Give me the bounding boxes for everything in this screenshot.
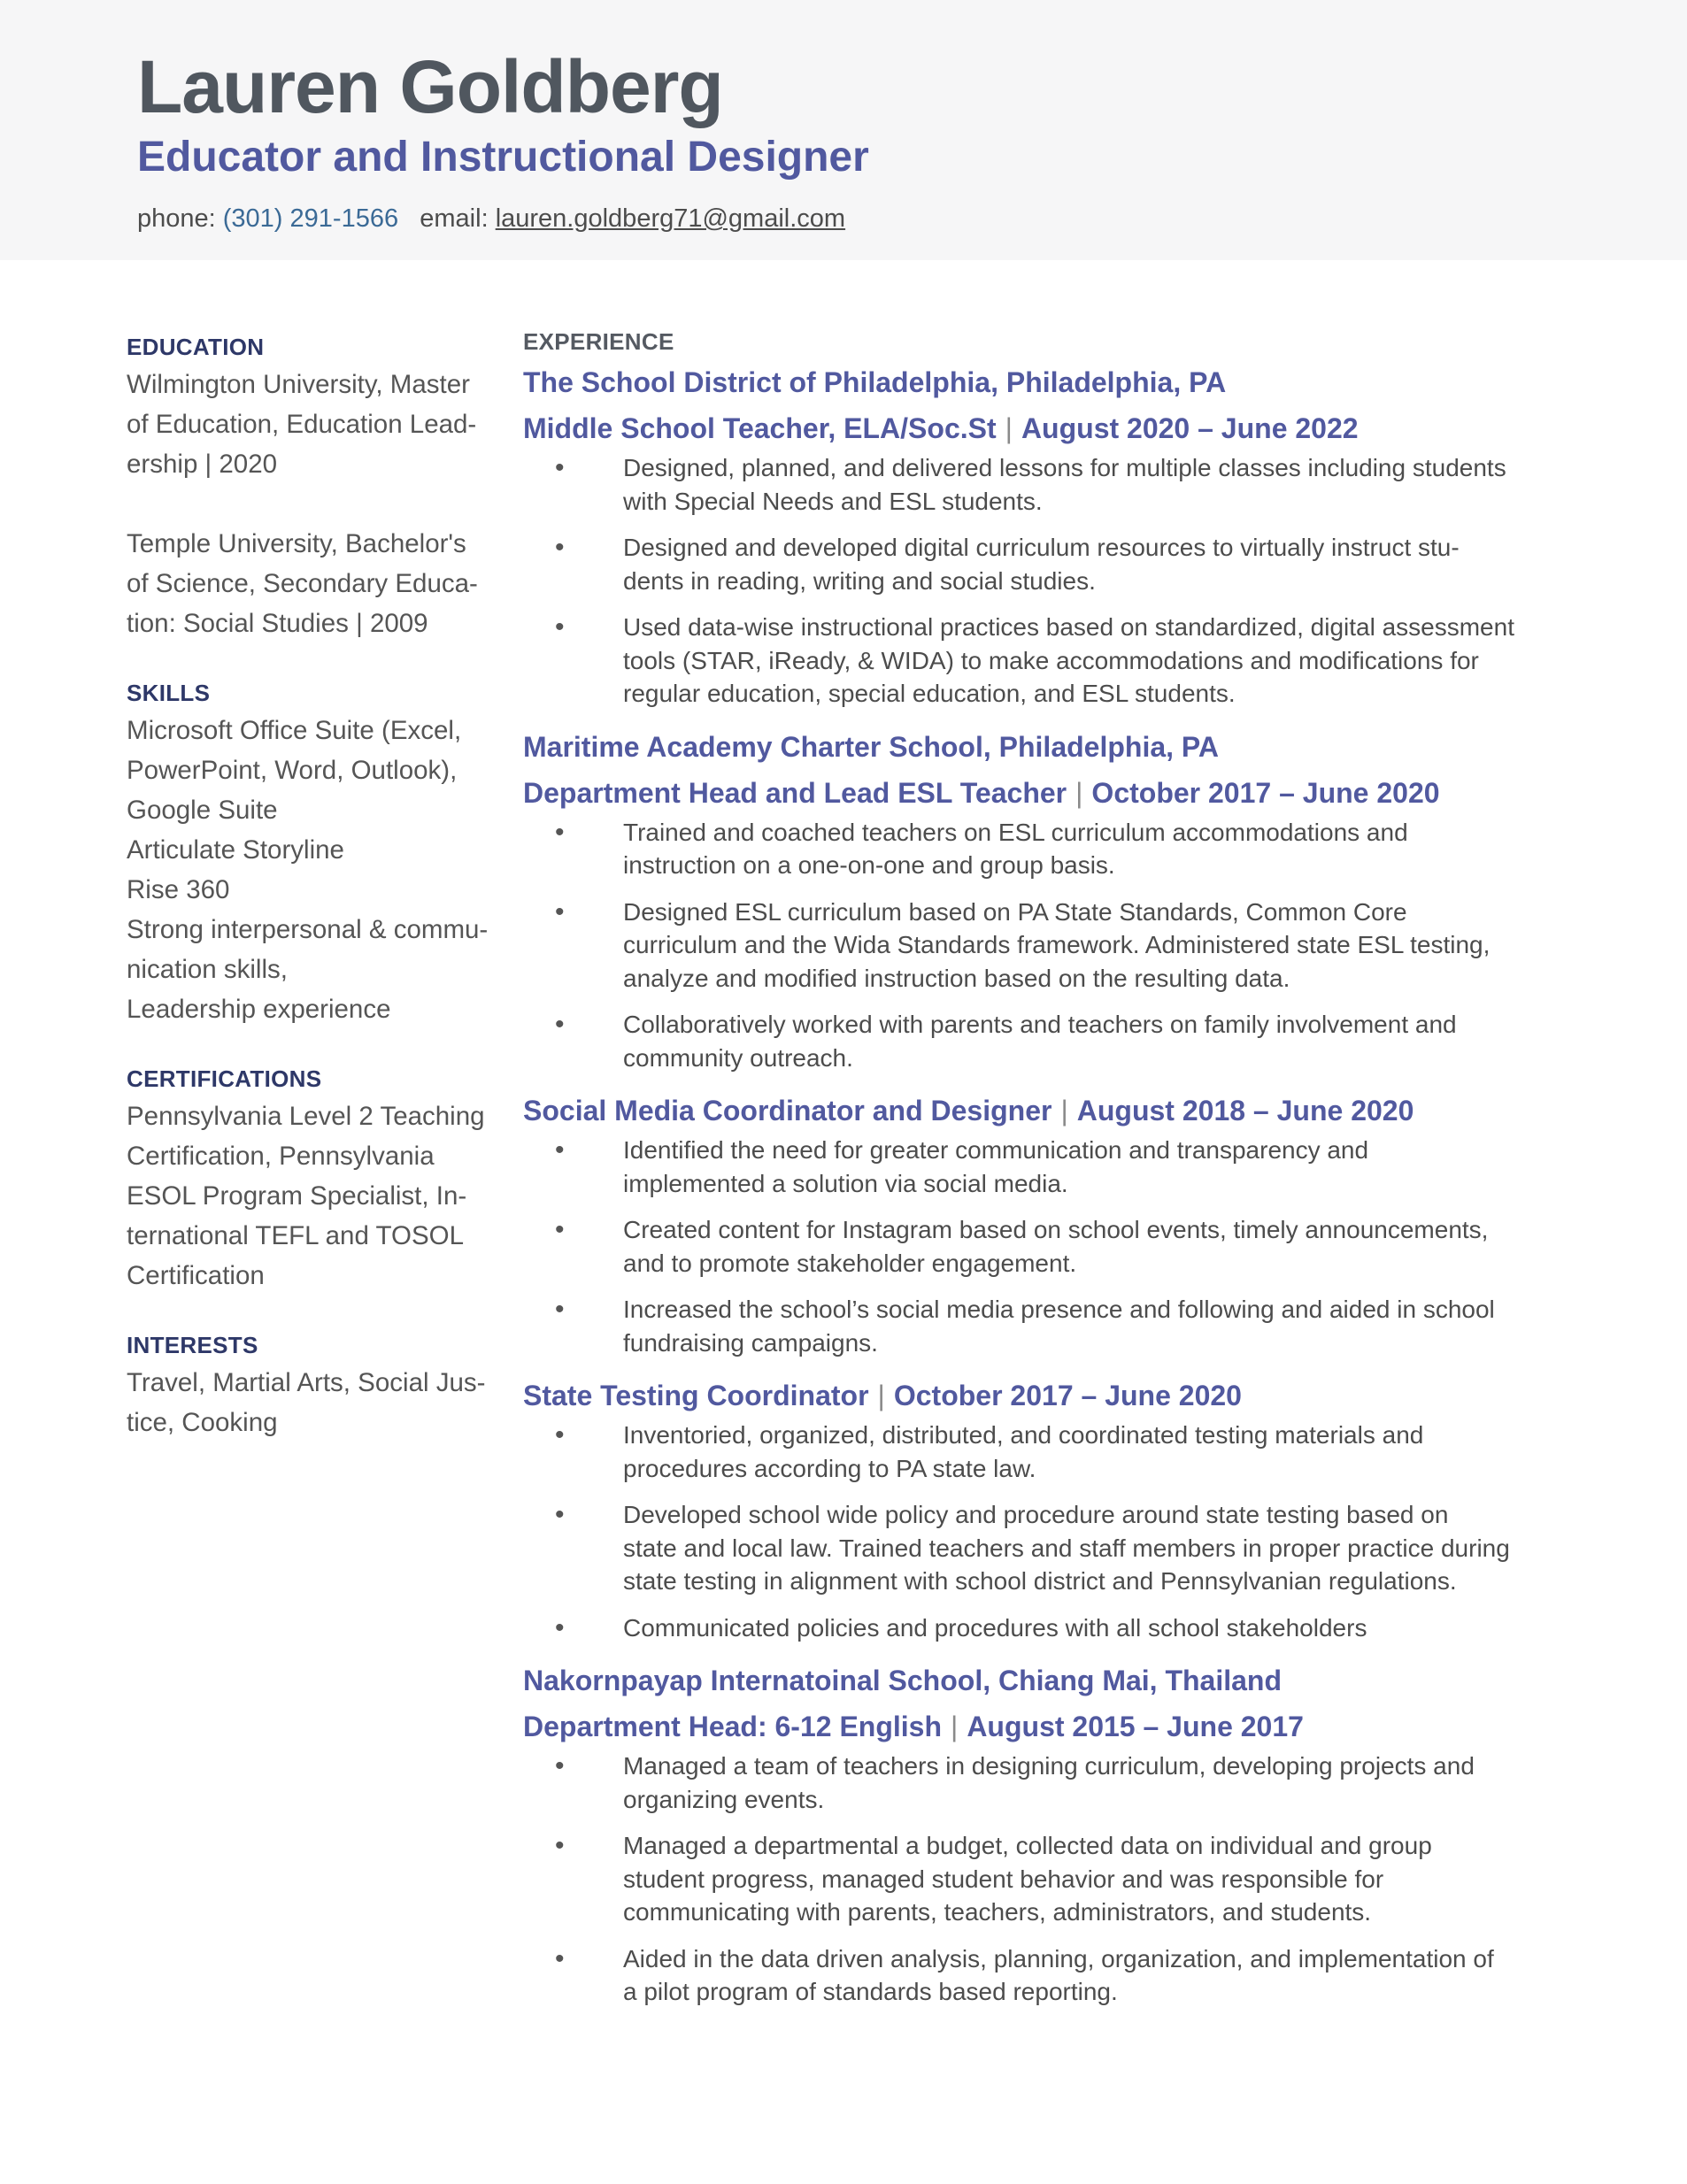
text-line: curriculum and the Wida Standards framework. Administered state ESL testing,: [623, 931, 1491, 958]
position-title: Social Media Coordinator and Designer | August 2018 – June 2020: [523, 1095, 1414, 1127]
skill-line: Leadership experience: [127, 995, 391, 1024]
duty-item: • Designed ESL curriculum based on PA State Standards, Common Core curriculum and the Wida Standards framework. Administered state ESL testing, analyze and modified instruction based on the resulting data.: [523, 896, 1541, 996]
phone-link[interactable]: (301) 291-1566: [222, 204, 399, 233]
text-line: Collaboratively worked with parents and teachers on family involvement and: [623, 1011, 1457, 1038]
skills-heading: SKILLS: [127, 680, 211, 706]
email-label: email:: [420, 204, 489, 233]
certifications-heading: CERTIFICATIONS: [127, 1065, 322, 1092]
text-line: analyze and modified instruction based on the resulting data.: [623, 964, 1290, 992]
text-line: Wilmington University, Master: [127, 370, 470, 399]
text-line: ership | 2020: [127, 450, 278, 479]
text-line: dents in reading, writing and social studies.: [623, 566, 1096, 595]
duty-item: • Used data-wise instructional practices based on standardized, digital assessment tools (STAR, iReady, & WIDA) to make accommodations and modifications for regular education, special education, and ESL students.: [523, 611, 1541, 711]
text-line: and to promote stakeholder engagement.: [623, 1249, 1077, 1277]
position-title: Department Head: 6-12 English | August 2015 – June 2017: [523, 1711, 1304, 1742]
text-line: Identified the need for greater communication and transparency and: [623, 1136, 1369, 1164]
duty-item: • Identified the need for greater communication and transparency and implemented a solution via social media.: [523, 1134, 1541, 1200]
text-line: of Education, Education Lead-: [127, 410, 477, 439]
text-line: Designed, planned, and delivered lessons for multiple classes including students: [623, 454, 1506, 481]
skill-line: Strong interpersonal & commu-: [127, 915, 489, 944]
text-line: a pilot program of standards based reporting.: [623, 1978, 1118, 2005]
duties-list: [523, 451, 1541, 711]
text-line: Developed school wide policy and procedure around state testing based on: [623, 1501, 1449, 1528]
candidate-title: Educator and Instructional Designer: [137, 134, 869, 181]
skill-line: nication skills,: [127, 955, 288, 984]
text-line: state testing in alignment with school district and Pennsylvanian regulations.: [623, 1567, 1457, 1595]
certifications-list: [127, 1096, 489, 1296]
position-name: Department Head and Lead ESL Teacher: [523, 776, 1067, 809]
text-line: Used data-wise instructional practices based on standardized, digital assessment: [623, 613, 1514, 641]
education-heading: EDUCATION: [127, 334, 265, 360]
certification-line: ternational TEFL and TOSOL: [127, 1221, 464, 1250]
text-line: Designed and developed digital curriculum resources to virtually instruct stu-: [623, 534, 1460, 561]
text-line: Created content for Instagram based on school events, timely announcements,: [623, 1216, 1489, 1243]
position-name: Social Media Coordinator and Designer: [523, 1095, 1052, 1127]
text-line: communicating with parents, teachers, administrators, and students.: [623, 1898, 1372, 1926]
position-dates: October 2017 – June 2020: [1091, 776, 1440, 809]
duties-list: [523, 1419, 1541, 1644]
certification-line: Certification, Pennsylvania: [127, 1142, 435, 1171]
position-title: State Testing Coordinator | October 2017 – June 2020: [523, 1380, 1242, 1411]
duties-list: [523, 1750, 1541, 2009]
text-line: instruction on a one-on-one and group basis.: [623, 851, 1115, 879]
duty-item: • Designed, planned, and delivered lessons for multiple classes including students with Special Needs and ESL students.: [523, 451, 1541, 518]
duty-item: • Aided in the data driven analysis, planning, organization, and implementation of a pilot program of standards based reporting.: [523, 1942, 1541, 2009]
text-line: Designed ESL curriculum based on PA State Standards, Common Core: [623, 897, 1407, 926]
text-line: Trained and coached teachers on ESL curriculum accommodations and: [623, 818, 1408, 846]
text-line: organizing events.: [623, 1785, 825, 1813]
text-line: fundraising campaigns.: [623, 1328, 878, 1357]
text-line: procedures according to PA state law.: [623, 1454, 1036, 1482]
duty-item: • Created content for Instagram based on school events, timely announcements, and to promote stakeholder engagement.: [523, 1213, 1541, 1280]
education-entry: [127, 524, 489, 643]
text-line: Managed a departmental a budget, collected data on individual and group: [623, 1832, 1432, 1859]
skill-line: Rise 360: [127, 875, 230, 904]
text-line: state and local law. Trained teachers and staff members in proper practice during: [623, 1534, 1510, 1562]
position-name: Middle School Teacher, ELA/Soc.St: [523, 412, 997, 444]
resume-header: [0, 0, 1687, 260]
text-line: implemented a solution via social media.: [623, 1169, 1068, 1197]
duties-list: [523, 816, 1541, 1075]
position-title: Department Head and Lead ESL Teacher | October 2017 – June 2020: [523, 776, 1440, 809]
certification-line: ESOL Program Specialist, In-: [127, 1181, 467, 1211]
duty-item: • Communicated policies and procedures with all school stakeholders: [523, 1611, 1541, 1645]
duty-item: • Developed school wide policy and procedure around state testing based on state and local law. Trained teachers and staff members in proper practice during state testing in alignment with school district and Pennsylvanian regulations.: [523, 1498, 1541, 1598]
duty-item: • Trained and coached teachers on ESL curriculum accommodations and instruction on a one-on-one and group basis.: [523, 816, 1541, 882]
text-line: of Science, Secondary Educa-: [127, 569, 478, 598]
text-line: regular education, special education, and ESL students.: [623, 680, 1236, 707]
interest-line: Travel, Martial Arts, Social Jus-: [127, 1368, 486, 1397]
text-line: tion: Social Studies | 2009: [127, 609, 428, 638]
experience-section: [523, 324, 1541, 2022]
position-dates: August 2018 – June 2020: [1076, 1095, 1414, 1127]
position-dates: August 2020 – June 2022: [1021, 412, 1359, 444]
certification-line: Certification: [127, 1261, 265, 1290]
skills-list: [127, 711, 489, 1029]
text-line: student progress, managed student behavior and was responsible for: [623, 1865, 1384, 1893]
position-name: Department Head: 6-12 English: [523, 1711, 942, 1742]
interests-heading: INTERESTS: [127, 1332, 258, 1358]
employer-name: Nakornpayap Internatoinal School, Chiang Mai, Thailand: [523, 1665, 1282, 1696]
text-line: Temple University, Bachelor's: [127, 529, 466, 558]
duty-item: • Collaboratively worked with parents and teachers on family involvement and community outreach.: [523, 1008, 1541, 1074]
text-line: Inventoried, organized, distributed, and coordinated testing materials and: [623, 1421, 1424, 1449]
experience-heading: EXPERIENCE: [523, 328, 674, 355]
employer-name: Maritime Academy Charter School, Philadelphia, PA: [523, 730, 1219, 763]
text-line: tools (STAR, iReady, & WIDA) to make accommodations and modifications for: [623, 646, 1479, 674]
duties-list: [523, 1134, 1541, 1359]
education-entry: [127, 365, 489, 484]
sidebar: [127, 329, 489, 1442]
duty-item: • Inventoried, organized, distributed, and coordinated testing materials and procedures according to PA state law.: [523, 1419, 1541, 1485]
interest-line: tice, Cooking: [127, 1408, 278, 1437]
position-dates: October 2017 – June 2020: [893, 1380, 1242, 1411]
position-title: Middle School Teacher, ELA/Soc.St | August 2020 – June 2022: [523, 412, 1359, 444]
employer-name: The School District of Philadelphia, Philadelphia, PA: [523, 366, 1227, 398]
candidate-name: Lauren Goldberg: [137, 45, 723, 128]
email-link[interactable]: lauren.goldberg71@gmail.com: [495, 204, 846, 233]
text-line: Increased the school’s social media presence and following and aided in school: [623, 1296, 1495, 1323]
skill-line: Articulate Storyline: [127, 835, 344, 865]
certification-line: Pennsylvania Level 2 Teaching: [127, 1102, 485, 1131]
text-line: community outreach.: [623, 1043, 853, 1072]
text-line: Aided in the data driven analysis, planning, organization, and implementation of: [623, 1944, 1494, 1973]
duty-item: • Increased the school’s social media presence and following and aided in school fundraising campaigns.: [523, 1293, 1541, 1359]
skill-line: Microsoft Office Suite (Excel,: [127, 716, 462, 745]
skill-line: PowerPoint, Word, Outlook),: [127, 756, 458, 785]
skill-line: Google Suite: [127, 796, 278, 825]
duty-item: • Managed a departmental a budget, collected data on individual and group student progress, managed student behavior and was responsible for communicating with parents, teachers, administrators, and students.: [523, 1829, 1541, 1929]
interests-list: [127, 1363, 489, 1442]
text-line: Managed a team of teachers in designing curriculum, developing projects and: [623, 1752, 1475, 1780]
duty-item: • Designed and developed digital curriculum resources to virtually instruct stu- dents in reading, writing and social studies.: [523, 531, 1541, 597]
contact-line: [137, 200, 845, 237]
position-name: State Testing Coordinator: [523, 1380, 869, 1411]
text-line: with Special Needs and ESL students.: [623, 487, 1043, 515]
position-dates: August 2015 – June 2017: [967, 1711, 1304, 1742]
text-line: Communicated policies and procedures with all school stakeholders: [623, 1613, 1367, 1642]
duty-item: • Managed a team of teachers in designing curriculum, developing projects and organizing events.: [523, 1750, 1541, 1816]
phone-label: phone:: [137, 204, 216, 233]
